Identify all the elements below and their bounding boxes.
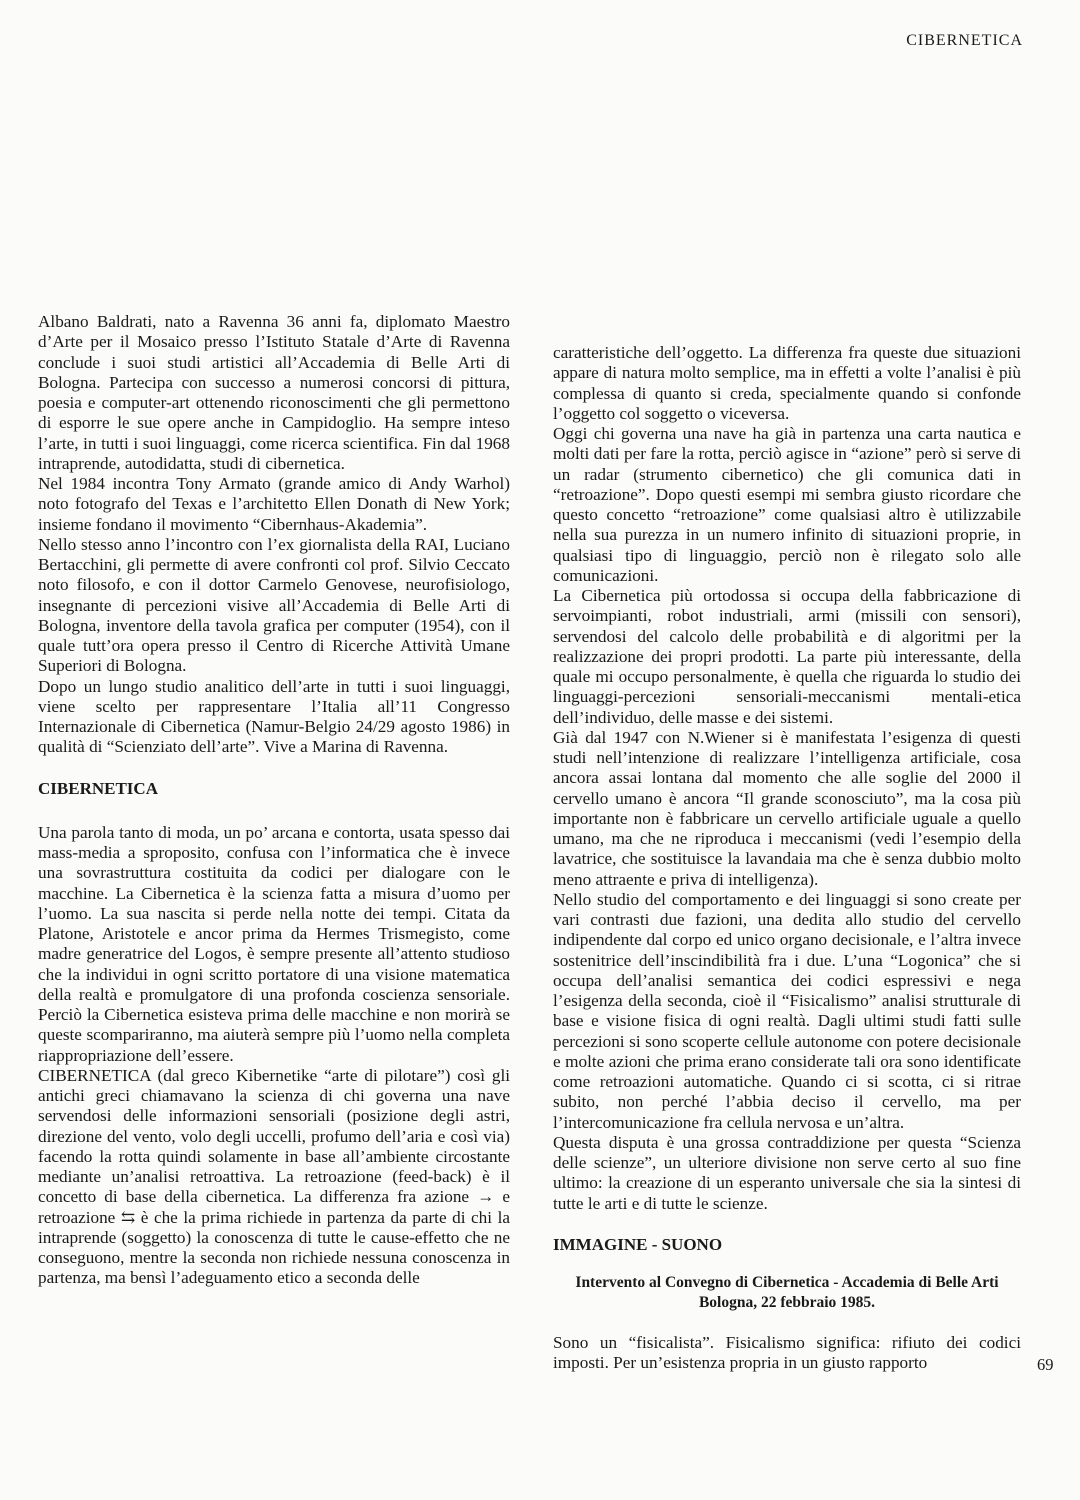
right-column <box>553 343 1021 1374</box>
subheading-line: Bologna, 22 febbraio 1985. <box>698 1294 876 1311</box>
paragraph: Questa disputa è una grossa contraddizione per questa “Scienza delle scienze”, un ulteriore divisione non serve certo al suo fine ultimo: la creazione di un esperanto universale che sia la sintesi di tutte le arti e di tutte le scienze. <box>553 1132 1021 1213</box>
running-head: CIBERNETICA <box>906 32 1023 49</box>
paragraph: Già dal 1947 con N.Wiener si è manifestata l’esigenza di questi studi nell’intenzione di realizzare l’intelligenza artificiale, cosa ancora assai lontana dal momento che alle soglie del 2000 il cervello umano è ancora “Il grande sconosciuto”, ma la cosa più importante non è fabbricare un cervello artificiale uguale a quello umano, ma che ne riproduca i meccanismi (vedi l’esempio della lavatrice, che sostituisce la lavandaia ma che è senza dubbio molto meno attraente e priva di intelligenza). <box>553 727 1021 889</box>
paragraph: La Cibernetica più ortodossa si occupa della fabbricazione di servoimpianti, robot industriali, armi (missili con sensori), servendosi del calcolo delle probabilità e di algoritmi per la realizzazione dei propri prodotti. La parte più interessante, della quale mi occupo personalmente, è quella che riguarda lo studio dei linguaggi-percezioni sensoriali-meccanismi mentali-etica dell’individuo, delle masse e dei sistemi. <box>553 586 1021 727</box>
paragraph: caratteristiche dell’oggetto. La differenza fra queste due situazioni appare di natura molto semplice, ma in effetti a volte l’analisi è più complessa di quanto si creda, specialmente quando si confonde l’oggetto col soggetto o viceversa. <box>553 343 1021 423</box>
section-heading: CIBERNETICA <box>38 778 158 798</box>
left-column <box>38 312 510 1289</box>
subheading <box>553 1273 1021 1313</box>
paragraph: Albano Baldrati, nato a Ravenna 36 anni fa, diplomato Maestro d’Arte per il Mosaico presso l’Istituto Statale d’Arte di Ravenna conclude i suoi studi artistici all’Accademia di Belle Arti di Bologna. Partecipa con successo a numerosi concorsi di pittura, poesia e computer-art ottenendo riconoscimenti che gli permettono di esporre le sue opere anche in Campidoglio. Ha sempre inteso l’arte, in tutti i suoi linguaggi, come ricerca scientifica. Fin dal 1968 intraprende, autodidatta, studi di cibernetica. <box>38 312 510 473</box>
paragraph: Nello stesso anno l’incontro con l’ex giornalista della RAI, Luciano Bertacchini, gli permette di avere confronti col prof. Silvio Ceccato noto filosofo, e con il dottor Carmelo Genovese, neurofisiologo, insegnante di percezioni visive all’Accademia di Belle Arti di Bologna, inventore della tavola grafica per computer (1954), con il quale tutt’ora opera presso il Centro di Ricerche Attività Umane Superiori di Bologna. <box>38 534 510 676</box>
page-number: 69 <box>1037 1355 1054 1374</box>
section-heading: IMMAGINE - SUONO <box>553 1234 723 1254</box>
subheading-line: Intervento al Convegno di Cibernetica - Accademia di Belle Arti <box>575 1274 999 1291</box>
paragraph: Nello studio del comportamento e dei linguaggi si sono create per vari contrasti due fazioni, una dedita allo studio del cervello indipendente dal corpo ed unico organo decisionale, e l’altra invece sostenitrice dell’inscindibilità fra i due. L’una “Logonica” che si occupa dell’analisi semantica dei codici espressivi e nega l’esigenza della seconda, cioè il “Fisicalismo” analisi strutturale di base e visione fisica di ogni realtà. Dagli ultimi studi fatti sulle percezioni si sono scoperte cellule autonome con potere decisionale e molte azioni che prima erano considerate tali ora sono identificate come retroazioni automatiche. Quando ci si scotta, ci si ritrae subito, non perché l’abbia deciso il cervello, ma per l’intercomunicazione fra cellula nervosa e un’altra. <box>553 889 1021 1132</box>
paragraph: Dopo un lungo studio analitico dell’arte in tutti i suoi linguaggi, viene scelto per rappresentare l’Italia all’11 Congresso Internazionale di Cibernetica (Namur-Belgio 24/29 agosto 1986) in qualità di “Scienziato dell’arte”. Vive a Marina di Ravenna. <box>38 676 510 757</box>
paragraph: Oggi chi governa una nave ha già in partenza una carta nautica e molti dati per fare la rotta, perciò agisce in “azione” però si serve di un radar (strumento cibernetico) che gli comunica dati in “retroazione”. Dopo questi esempi mi sembra giusto ricordare che questo concetto “retroazione” come qualsiasi altro è utilizzabile nella sua purezza in un numero infinito di situazioni proprie, in qualsiasi tipo di linguaggio, perciò non è rilegato solo alle comunicazioni. <box>553 424 1021 585</box>
paragraph: Sono un “fisicalista”. Fisicalismo significa: rifiuto dei codici imposti. Per un’esistenza propria in un giusto rapporto <box>553 1333 1021 1373</box>
paragraph: Nel 1984 incontra Tony Armato (grande amico di Andy Warhol) noto fotografo del Texas e l’architetto Ellen Donath di New York; insieme fondano il movimento “Cibernhaus-Akademia”. <box>38 474 510 534</box>
paragraph: Una parola tanto di moda, un po’ arcana e contorta, usata spesso dai mass-media a sproposito, confusa con l’informatica che è invece una sovrastruttura costituita da codici per dialogare con le macchine. La Cibernetica è la scienza fatta a misura d’uomo per l’uomo. La sua nascita si perde nella notte dei tempi. Citata da Platone, Aristotele e ancor prima da Hermes Trismegisto, come madre generatrice del Logos, è sempre presente all’attento studioso che la individui in ogni scritto portatore di una visione matematica della realtà e promulgatore di una profonda coscienza sensoriale. Perciò la Cibernetica esisteva prima delle macchine e non morirà se queste scompariranno, ma aiuterà sempre più l’uomo nella completa riappropriazione dell’essere. <box>38 822 510 1065</box>
paragraph: CIBERNETICA (dal greco Kibernetike “arte di pilotare”) così gli antichi greci chiamavano la scienza di chi governa una nave servendosi delle informazioni sensoriali (posizione degli astri, direzione del vento, volo degli uccelli, profumo dell’aria e così via) facendo la rotta quindi solamente in base all’ambiente circostante mediante un’analisi retroattiva. La retroazione (feed-back) è il concetto di base della cibernetica. La differenza fra azione → e retroazione ⇆ è che la prima richiede in partenza da parte di chi la intraprende (soggetto) la conoscenza di tutte le cause-effetto che ne conseguono, mentre la seconda non richiede nessuna conoscenza in partenza, ma bensì l’adeguamento etico a seconda delle <box>38 1065 510 1288</box>
